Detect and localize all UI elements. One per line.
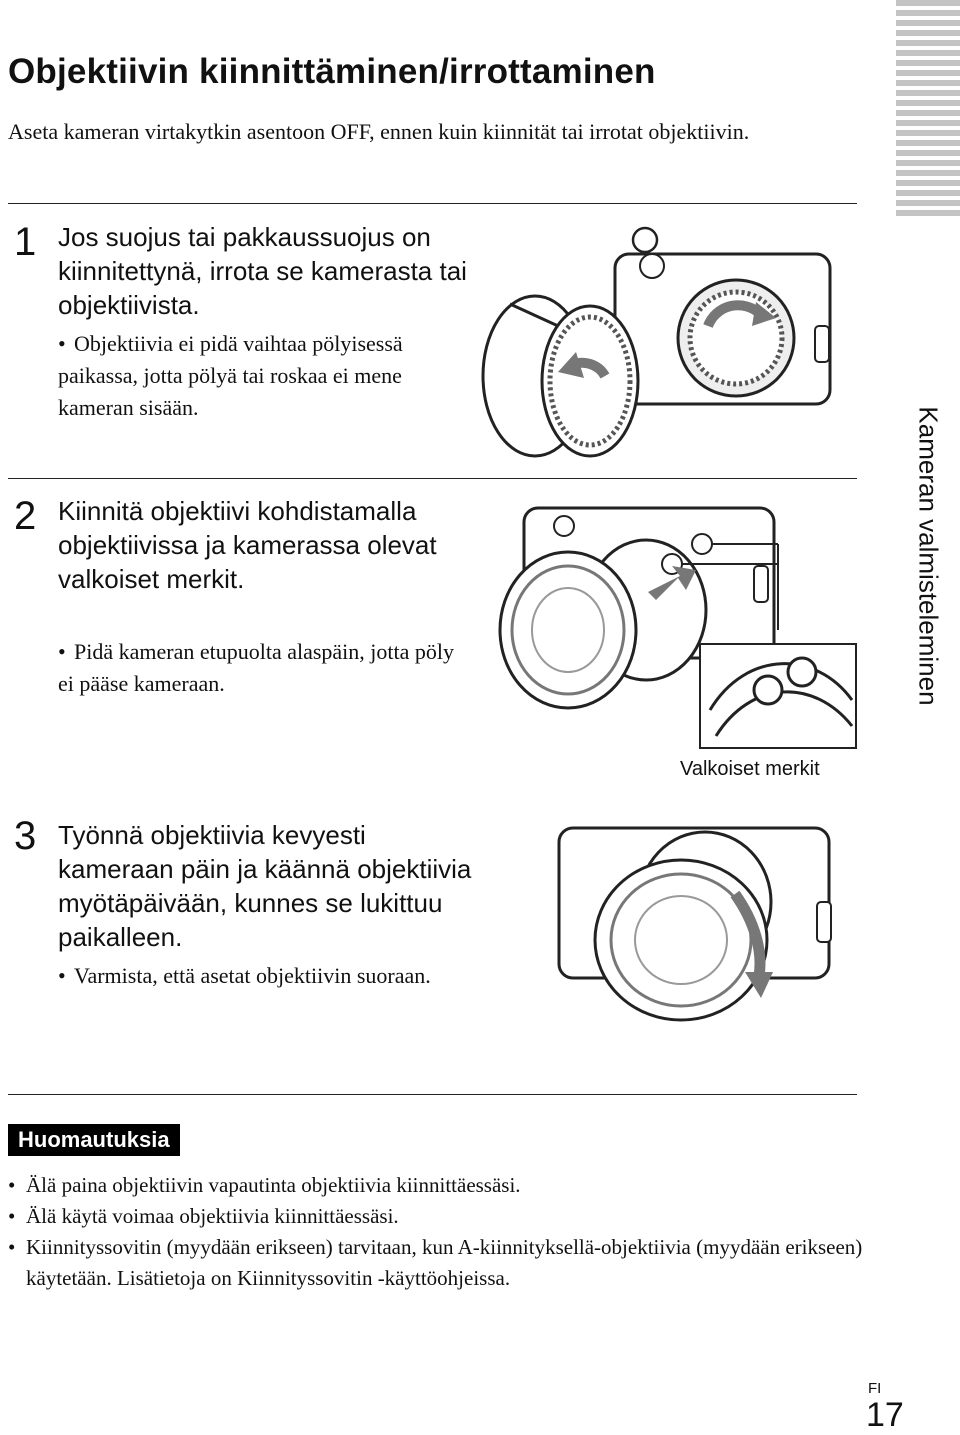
- step-3-number: 3: [14, 814, 37, 858]
- bullet-dot: •: [58, 639, 66, 664]
- bullet-dot: •: [8, 1204, 16, 1228]
- step-1-text: Jos suojus tai pakkaussuojus on kiinnitettynä, irrota se kamerasta tai objektiivista.: [58, 222, 467, 320]
- notes-list: [8, 1170, 868, 1294]
- notes-heading: Huomautuksia: [8, 1124, 180, 1156]
- step-3-bullet: [58, 960, 468, 992]
- page-title: Objektiivin kiinnittäminen/irrottaminen: [8, 52, 656, 91]
- language-code: FI: [868, 1380, 882, 1397]
- note-text: Älä paina objektiivin vapautinta objektiivia kiinnittäessäsi.: [26, 1173, 521, 1197]
- illustration-remove-caps: [480, 226, 840, 466]
- note-text: Kiinnityssovitin (myydään erikseen) tarvitaan, kun A-kiinnityksellä-objektiivia (myydään erikseen) käytetään. Lisätietoja on Kiinnityssovitin -käyttöohjeissa.: [26, 1235, 863, 1290]
- section-tab-label: Kameran valmisteleminen: [913, 406, 944, 706]
- step-2-number: 2: [14, 494, 37, 538]
- divider: [8, 478, 857, 479]
- side-stripes-decoration: [896, 0, 960, 226]
- divider: [8, 1094, 857, 1095]
- bullet-dot: •: [8, 1235, 16, 1259]
- intro-text: Aseta kameran virtakytkin asentoon OFF, ennen kuin kiinnität tai irrotat objektiivin.: [8, 119, 750, 144]
- note-item: [8, 1201, 868, 1232]
- step-1-bullet: [58, 328, 468, 424]
- bullet-dot: •: [58, 331, 66, 356]
- step-2-bullet: [58, 636, 468, 700]
- page-number: 17: [866, 1396, 904, 1434]
- note-item: [8, 1232, 868, 1294]
- note-item: [8, 1170, 868, 1201]
- step-3-bullet-text: Varmista, että asetat objektiivin suoraan.: [74, 963, 431, 988]
- illustration-rotate-lens: [555, 822, 840, 1022]
- step-1-bullet-text: Objektiivia ei pidä vaihtaa pölyisessä paikassa, jotta pölyä tai roskaa ei mene kameran sisään.: [58, 331, 403, 420]
- divider: [8, 203, 857, 204]
- step-2-bullet-text: Pidä kameran etupuolta alaspäin, jotta pöly ei pääse kameraan.: [58, 639, 455, 696]
- figure-caption: Valkoiset merkit: [680, 758, 820, 780]
- bullet-dot: •: [58, 963, 66, 988]
- note-text: Älä käytä voimaa objektiivia kiinnittäessäsi.: [26, 1204, 399, 1228]
- bullet-dot: •: [8, 1173, 16, 1197]
- illustration-align-marks: [496, 500, 860, 750]
- step-1-number: 1: [14, 220, 37, 264]
- step-3-text: Työnnä objektiivia kevyesti kameraan päin ja käännä objektiivia myötäpäivään, kunnes se lukittuu paikalleen.: [58, 820, 472, 952]
- step-2-text: Kiinnitä objektiivi kohdistamalla objektiivissa ja kamerassa olevat valkoiset merkit.: [58, 496, 437, 594]
